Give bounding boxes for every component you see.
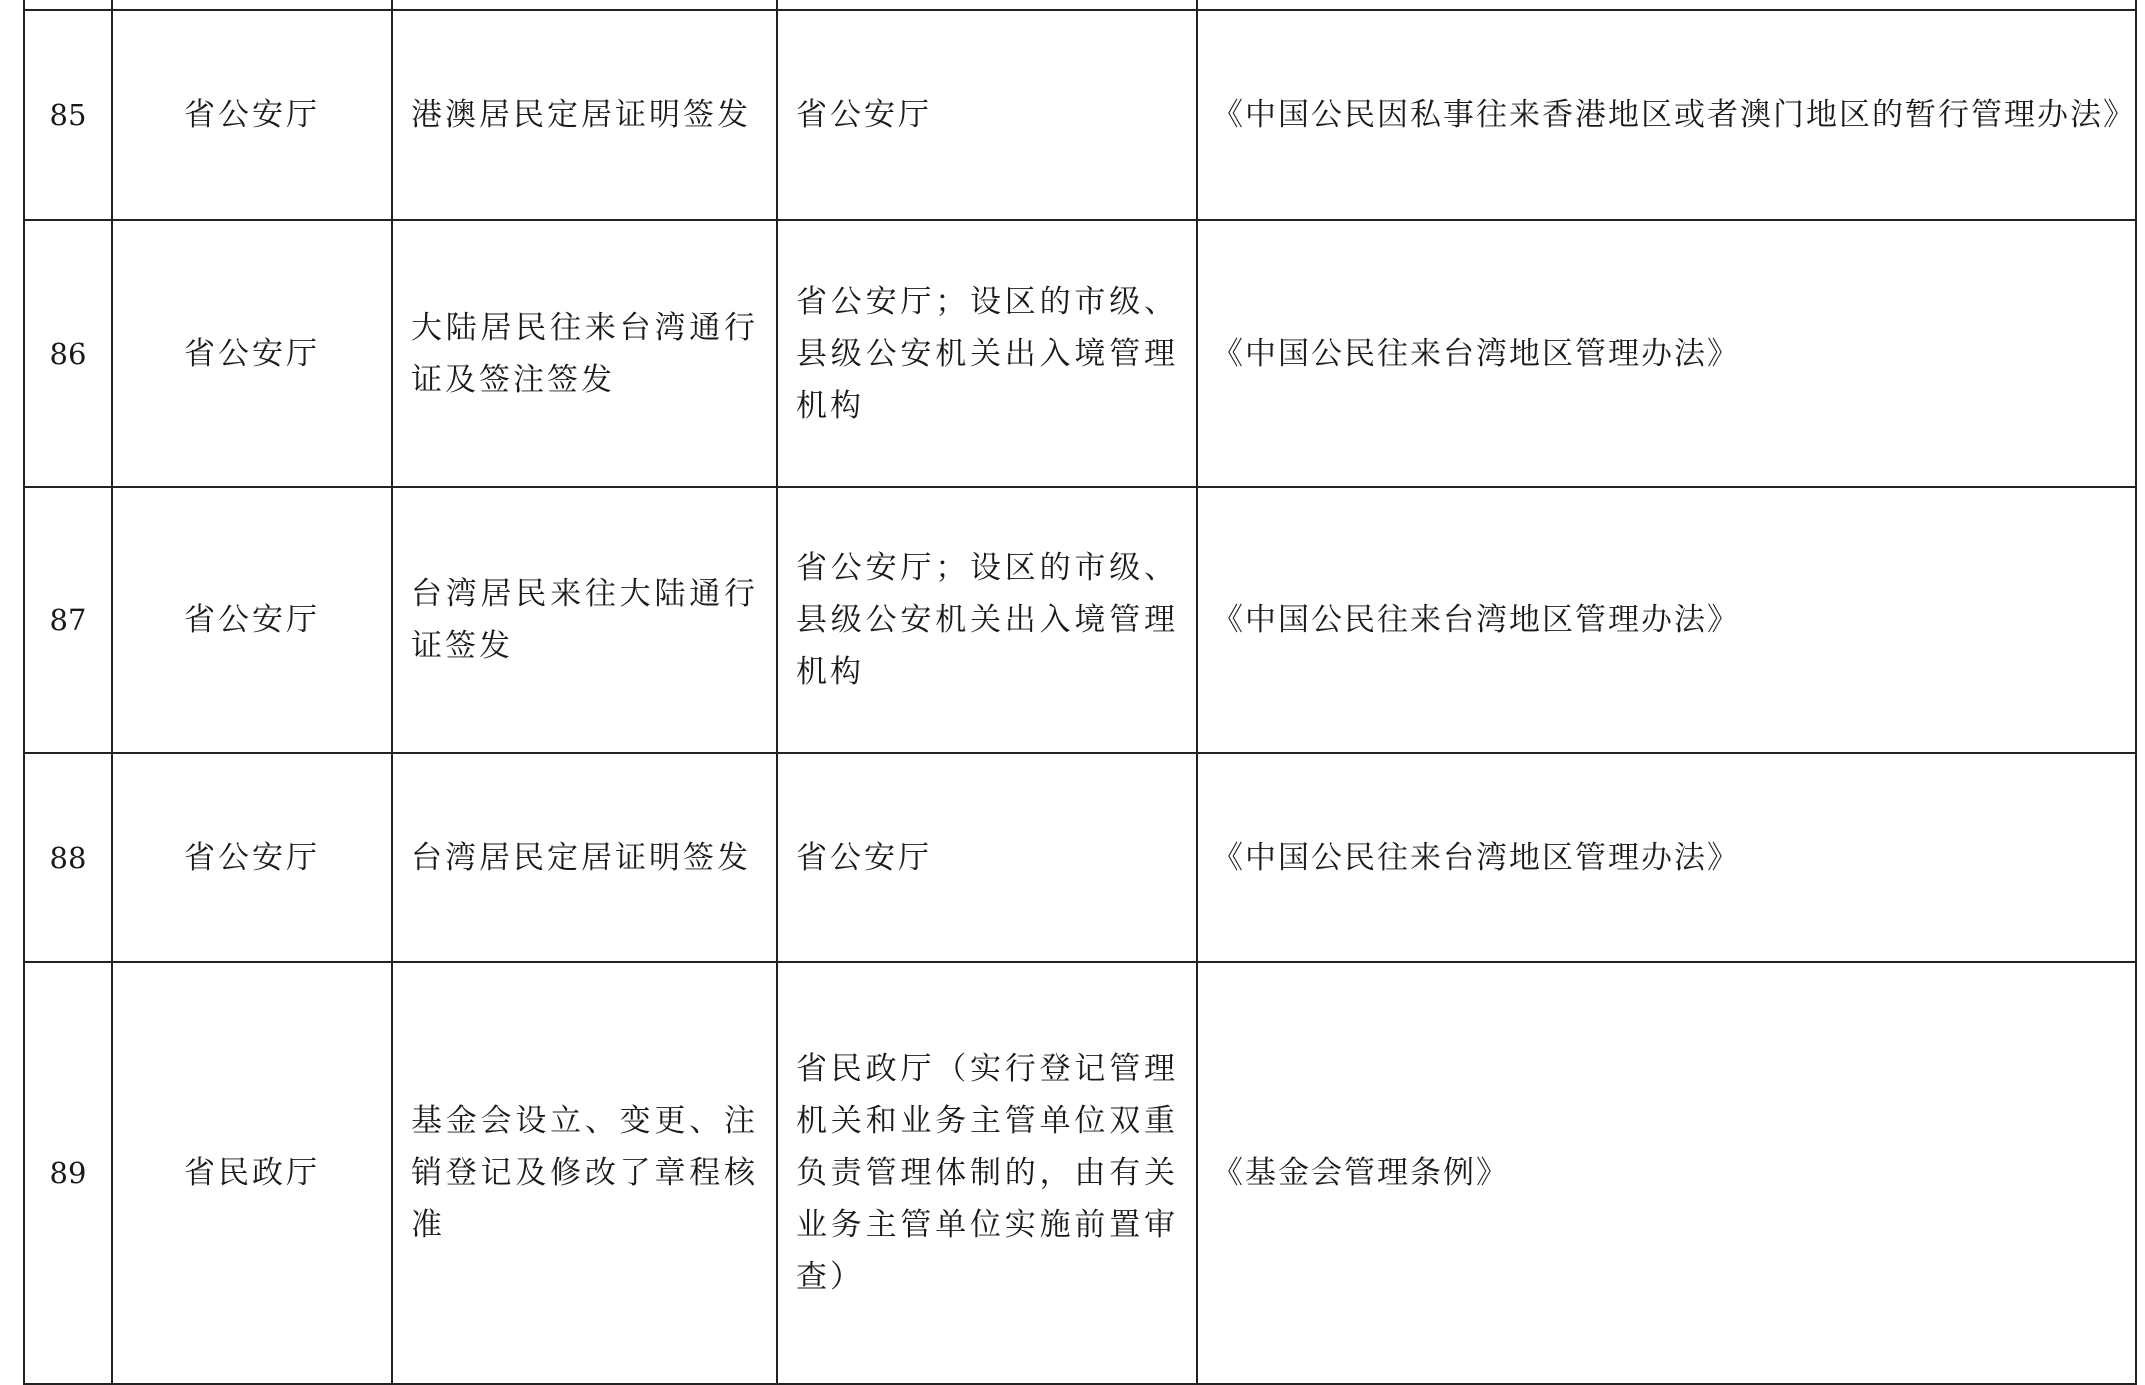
implementer-cell: 省民政厅（实行登记管理机关和业务主管单位双重负责管理体制的，由有关业务主管单位实施前置审查） xyxy=(777,962,1197,1384)
department-cell: 省公安厅 xyxy=(112,753,392,962)
department-cell: 省公安厅 xyxy=(112,10,392,220)
row-number: 89 xyxy=(24,962,112,1384)
item-cell: 基金会设立、变更、注销登记及修改了章程核准 xyxy=(392,962,777,1384)
row-number: 86 xyxy=(24,220,112,487)
row-number: 87 xyxy=(24,487,112,753)
implementer-cell: 省公安厅 xyxy=(777,10,1197,220)
item-cell: 大陆居民往来台湾通行证及签注签发 xyxy=(392,220,777,487)
department-cell: 省公安厅 xyxy=(112,487,392,753)
stub-cell xyxy=(1197,0,2136,10)
stub-cell xyxy=(392,0,777,10)
department-cell: 省公安厅 xyxy=(112,220,392,487)
row-number: 85 xyxy=(24,10,112,220)
item-cell: 台湾居民来往大陆通行证签发 xyxy=(392,487,777,753)
legal-basis-cell: 《中国公民因私事往来香港地区或者澳门地区的暂行管理办法》 xyxy=(1197,10,2136,220)
table-row xyxy=(24,962,2136,1384)
stub-cell xyxy=(777,0,1197,10)
implementer-cell: 省公安厅；设区的市级、县级公安机关出入境管理机构 xyxy=(777,220,1197,487)
table-row xyxy=(24,10,2136,220)
legal-basis-cell: 《基金会管理条例》 xyxy=(1197,962,2136,1384)
legal-basis-cell: 《中国公民往来台湾地区管理办法》 xyxy=(1197,220,2136,487)
item-cell: 台湾居民定居证明签发 xyxy=(392,753,777,962)
table-row xyxy=(24,753,2136,962)
legal-basis-cell: 《中国公民往来台湾地区管理办法》 xyxy=(1197,753,2136,962)
row-number: 88 xyxy=(24,753,112,962)
approval-items-table-wrapper xyxy=(23,0,2135,1385)
previous-row-stub xyxy=(24,0,2136,10)
stub-cell xyxy=(24,0,112,10)
implementer-cell: 省公安厅；设区的市级、县级公安机关出入境管理机构 xyxy=(777,487,1197,753)
department-cell: 省民政厅 xyxy=(112,962,392,1384)
table-row xyxy=(24,220,2136,487)
legal-basis-cell: 《中国公民往来台湾地区管理办法》 xyxy=(1197,487,2136,753)
item-cell: 港澳居民定居证明签发 xyxy=(392,10,777,220)
approval-items-table xyxy=(23,0,2137,1385)
table-row xyxy=(24,487,2136,753)
stub-cell xyxy=(112,0,392,10)
implementer-cell: 省公安厅 xyxy=(777,753,1197,962)
